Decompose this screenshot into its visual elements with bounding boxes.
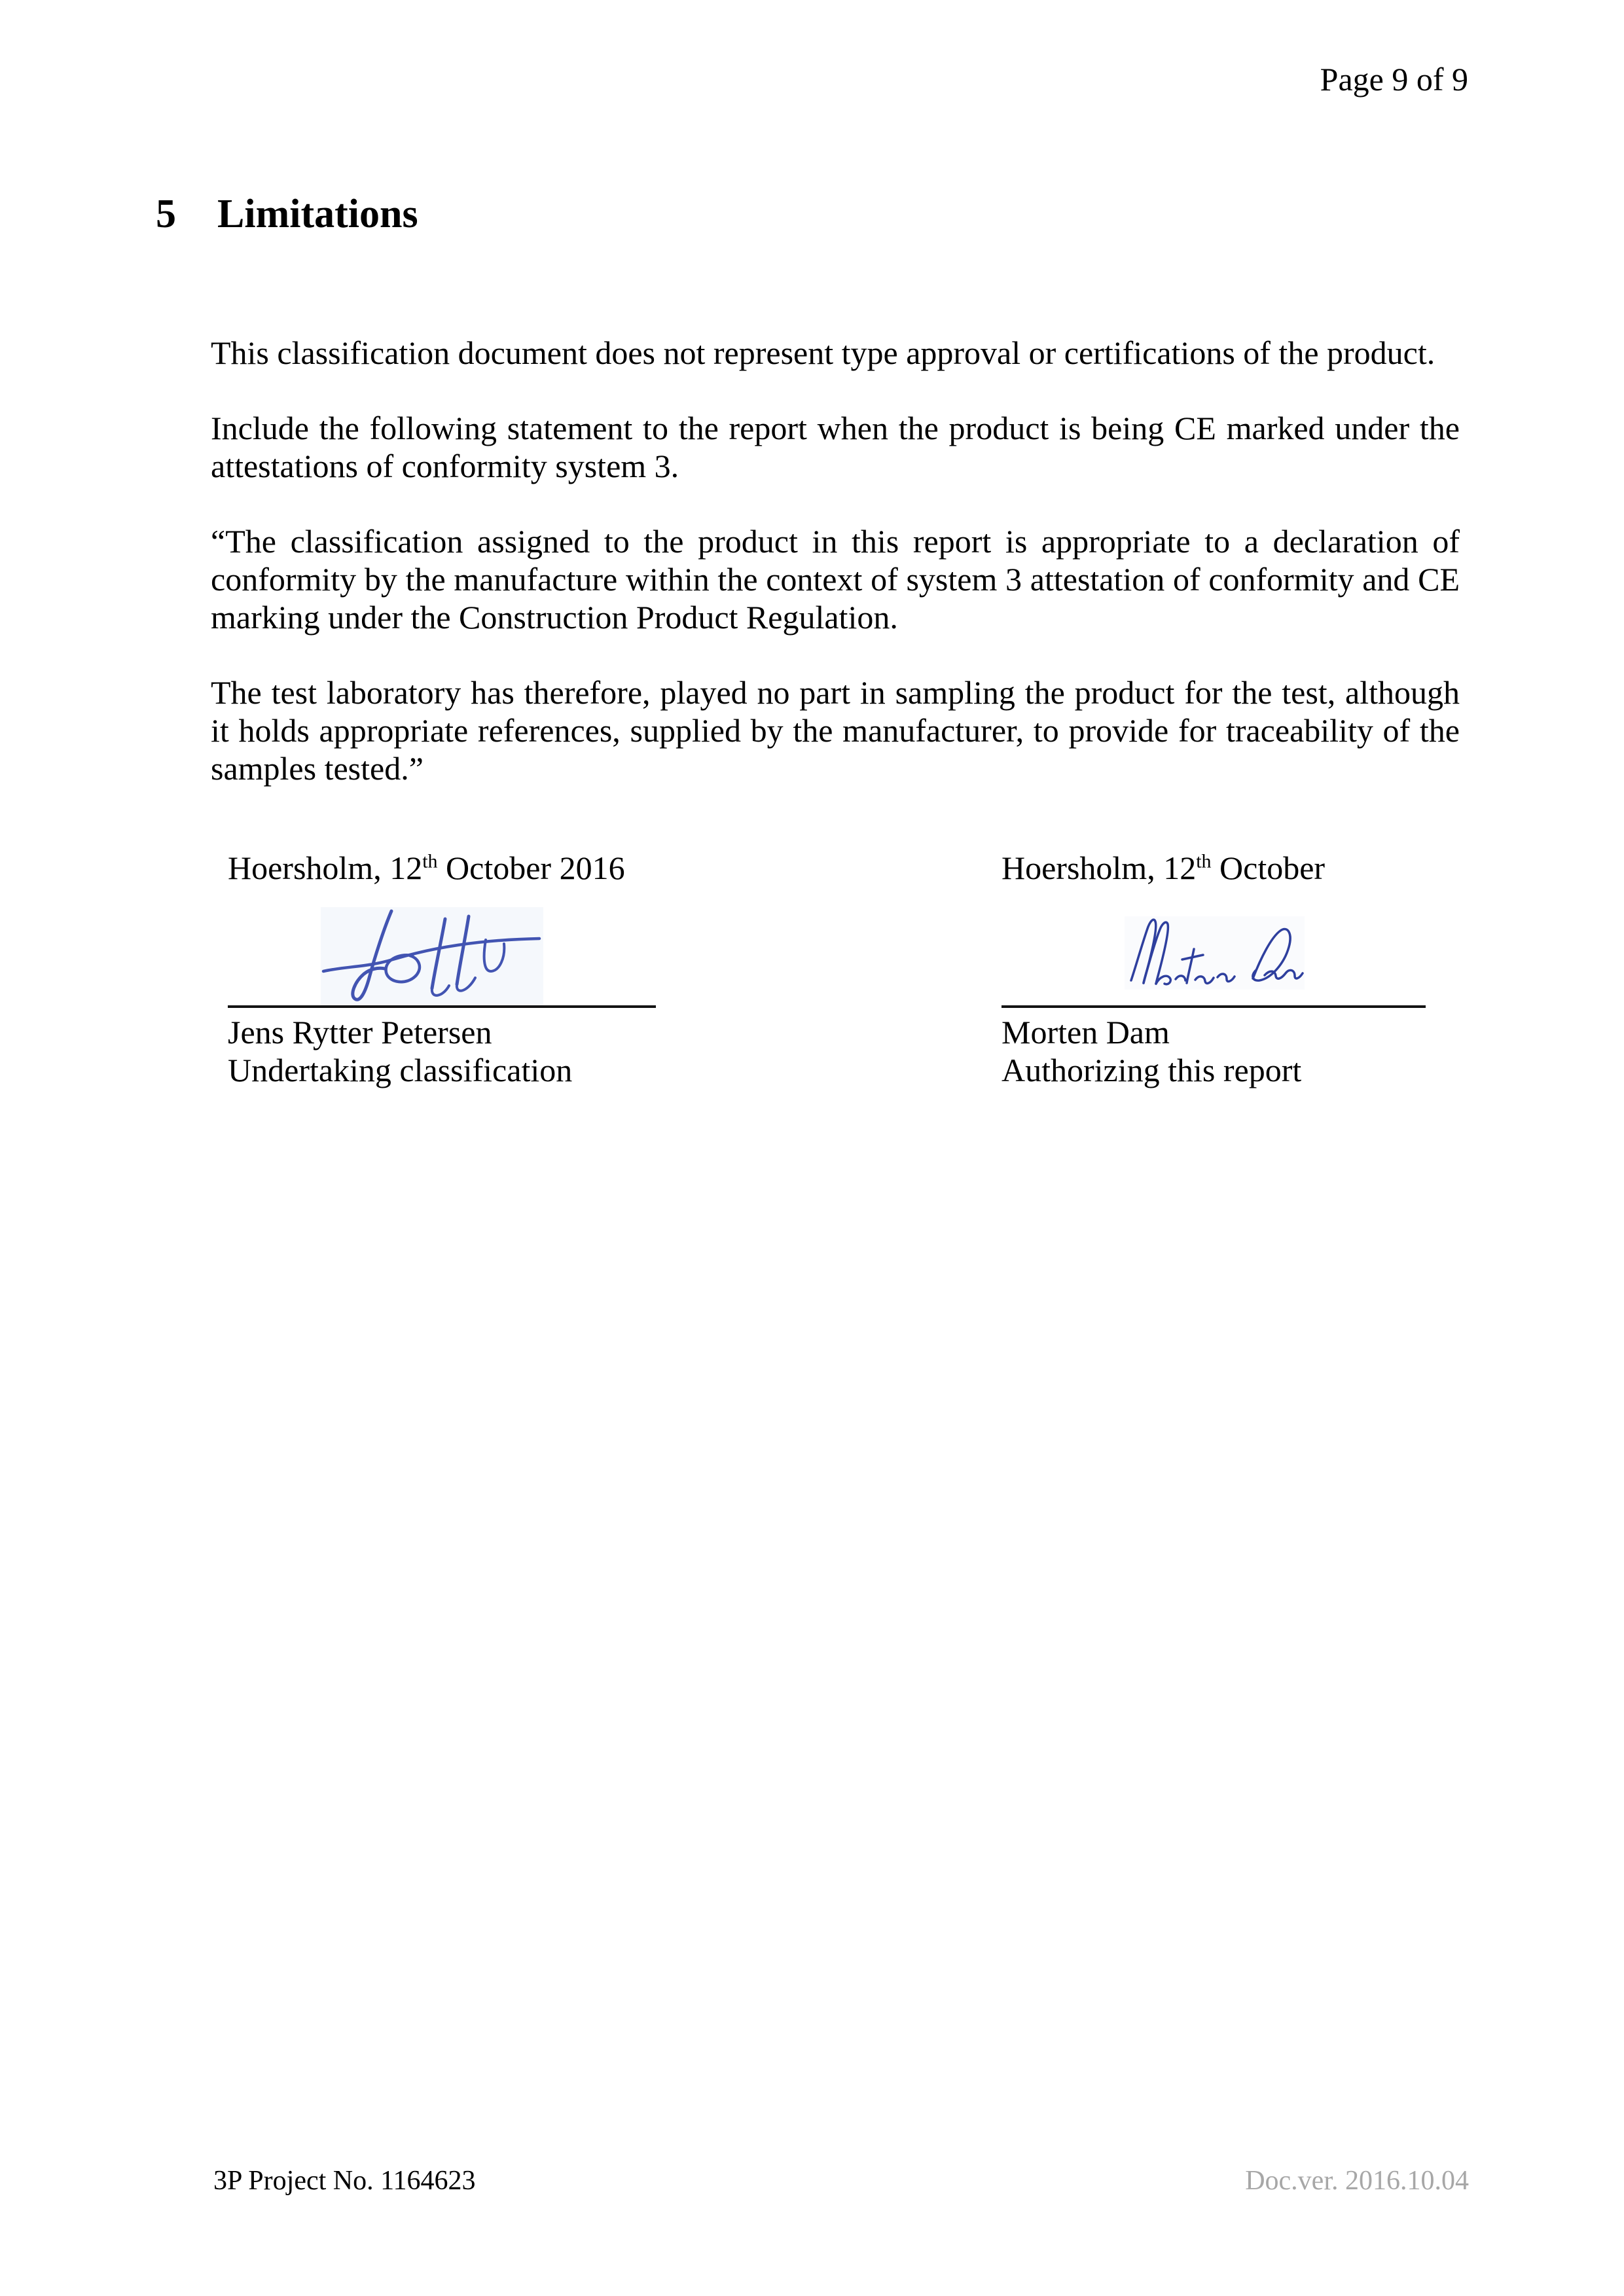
footer-doc-version: Doc.ver. 2016.10.04 xyxy=(1245,2166,1469,2196)
date-ordinal-suffix: th xyxy=(422,850,438,872)
signatory-name: Jens Rytter Petersen xyxy=(228,1014,492,1050)
paragraph-quote-classification: “The classification assigned to the product in this report is appropriate to a declaration of conformity by the manufacture within the context of system 3 attestation of conformity and CE marking under the Construction Product Regulation. xyxy=(211,523,1460,636)
signatory-role: Authorizing this report xyxy=(1001,1052,1302,1088)
signatory-name: Morten Dam xyxy=(1001,1014,1170,1050)
signatory-role: Undertaking classification xyxy=(228,1052,573,1088)
date-ordinal-suffix: th xyxy=(1196,850,1212,872)
signature-line-left xyxy=(228,887,656,1008)
date-text: October xyxy=(1211,850,1326,886)
signature-block-left xyxy=(228,849,656,1089)
signature-block-right xyxy=(1001,849,1426,1089)
section-heading xyxy=(156,192,418,236)
date-text: October 2016 xyxy=(437,850,625,886)
signature-line-right xyxy=(1001,887,1426,1008)
section-title: Limitations xyxy=(217,192,418,236)
morten-dam-signature-image xyxy=(1125,916,1305,990)
paragraph-type-approval: This classification document does not represent type approval or certifications of the product. xyxy=(211,334,1435,371)
signature-date-right xyxy=(1001,849,1426,887)
paragraph-ce-statement-intro: Include the following statement to the report when the product is being CE marked under the attestations of conformity system 3. xyxy=(211,410,1460,484)
date-text: Hoersholm, 12 xyxy=(1001,850,1197,886)
footer-project-number: 3P Project No. 1164623 xyxy=(213,2166,476,2196)
signature-date-left xyxy=(228,849,656,887)
jens-rytter-petersen-signature-image xyxy=(321,907,543,1005)
paragraph-quote-laboratory: The test laboratory has therefore, played no part in sampling the product for the test, although it holds appropriate references, supplied by the manufacturer, to provide for traceability of the samples tested.” xyxy=(211,674,1460,787)
section-number: 5 xyxy=(156,192,176,236)
body-text xyxy=(211,334,1460,825)
page-number-label: Page 9 of 9 xyxy=(1320,61,1468,98)
date-text: Hoersholm, 12 xyxy=(228,850,423,886)
